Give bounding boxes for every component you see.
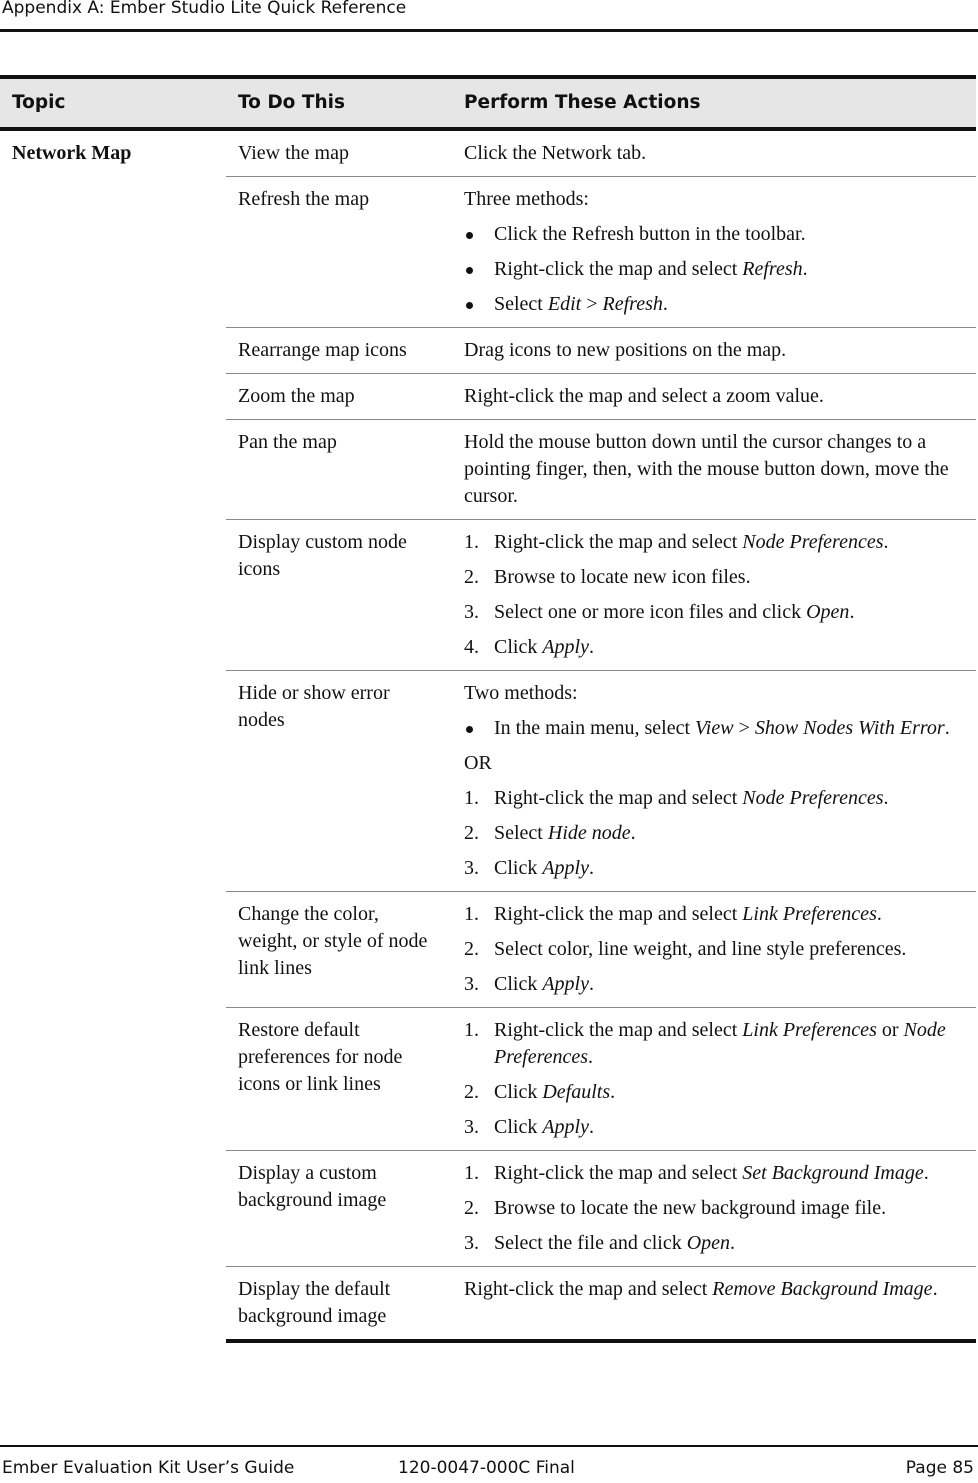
column-header-topic: Topic bbox=[0, 77, 226, 129]
footer-doc-title: Ember Evaluation Kit User’s Guide bbox=[2, 1458, 295, 1478]
topic-cell: Network Map bbox=[12, 142, 132, 164]
actions-cell: Drag icons to new positions on the map. bbox=[452, 328, 976, 374]
task-cell: Pan the map bbox=[226, 420, 452, 520]
list-item: 3. Click Apply. bbox=[464, 973, 594, 995]
task-cell: Display custom node icons bbox=[226, 520, 452, 671]
list-item: 1. Right-click the map and select Link Preferences. bbox=[464, 903, 882, 925]
table-row bbox=[0, 129, 976, 177]
list-item: 2. Select color, line weight, and line style preferences. bbox=[464, 938, 907, 960]
list-item: Select Edit > Refresh. bbox=[464, 291, 964, 318]
running-header: Appendix A: Ember Studio Lite Quick Reference bbox=[2, 0, 407, 18]
table-header-row bbox=[0, 77, 976, 129]
column-header-task: To Do This bbox=[226, 77, 452, 129]
list-item: Click the Refresh button in the toolbar. bbox=[464, 221, 964, 248]
list-item: 2. Browse to locate the new background image file. bbox=[464, 1197, 887, 1219]
list-item: 2. Browse to locate new icon files. bbox=[464, 566, 751, 588]
column-header-actions: Perform These Actions bbox=[452, 77, 976, 129]
actions-cell: Hold the mouse button down until the cursor changes to a pointing finger, then, with the mouse button down, move the cursor. bbox=[452, 420, 976, 520]
task-cell: Restore default preferences for node icons or link lines bbox=[226, 1008, 452, 1151]
list-item: 1. Right-click the map and select Link Preferences or Node Preferences. bbox=[464, 1019, 946, 1068]
footer-part-number: 120-0047-000C Final bbox=[398, 1458, 575, 1478]
task-cell: Hide or show error nodes bbox=[226, 671, 452, 892]
task-cell: Display a custom background image bbox=[226, 1151, 452, 1267]
list-item: 3. Select one or more icon files and click Open. bbox=[464, 601, 855, 623]
task-cell: Refresh the map bbox=[226, 177, 452, 328]
list-item: 2. Select Hide node. bbox=[464, 822, 636, 844]
actions-cell: Click the Network tab. bbox=[452, 129, 976, 177]
actions-cell bbox=[452, 1008, 976, 1151]
actions-cell bbox=[452, 1151, 976, 1267]
list-item: 1. Right-click the map and select Node Preferences. bbox=[464, 531, 889, 553]
list-item: 3. Click Apply. bbox=[464, 857, 594, 879]
actions-cell: Right-click the map and select a zoom value. bbox=[452, 374, 976, 420]
task-cell: Zoom the map bbox=[226, 374, 452, 420]
task-cell: Display the default background image bbox=[226, 1267, 452, 1342]
footer-page-number: Page 85 bbox=[905, 1458, 974, 1478]
list-item: In the main menu, select View > Show Nodes With Error. bbox=[464, 715, 964, 742]
actions-cell: Three methods: Click the Refresh button in the toolbar. Right-click the map and select Refresh. Select Edit > Refresh. bbox=[452, 177, 976, 328]
quick-reference-table bbox=[0, 75, 976, 1343]
task-cell: Rearrange map icons bbox=[226, 328, 452, 374]
task-cell: View the map bbox=[226, 129, 452, 177]
header-rule bbox=[0, 29, 978, 32]
list-item: 2. Click Defaults. bbox=[464, 1081, 616, 1103]
actions-cell bbox=[452, 892, 976, 1008]
actions-cell: Two methods: In the main menu, select View > Show Nodes With Error. OR 1. Right-click the map and select Node Preferences. 2. Select Hide node. 3. Click Apply. bbox=[452, 671, 976, 892]
task-cell: Change the color, weight, or style of node link lines bbox=[226, 892, 452, 1008]
actions-cell bbox=[452, 520, 976, 671]
list-item: Right-click the map and select Refresh. bbox=[464, 256, 964, 283]
list-item: 1. Right-click the map and select Node Preferences. bbox=[464, 787, 889, 809]
actions-cell: Right-click the map and select Remove Background Image. bbox=[452, 1267, 976, 1342]
list-item: 3. Click Apply. bbox=[464, 1116, 594, 1138]
list-item: 3. Select the file and click Open. bbox=[464, 1232, 736, 1254]
footer-rule bbox=[0, 1445, 978, 1447]
list-item: 1. Right-click the map and select Set Background Image. bbox=[464, 1162, 929, 1184]
list-item: 4. Click Apply. bbox=[464, 636, 594, 658]
